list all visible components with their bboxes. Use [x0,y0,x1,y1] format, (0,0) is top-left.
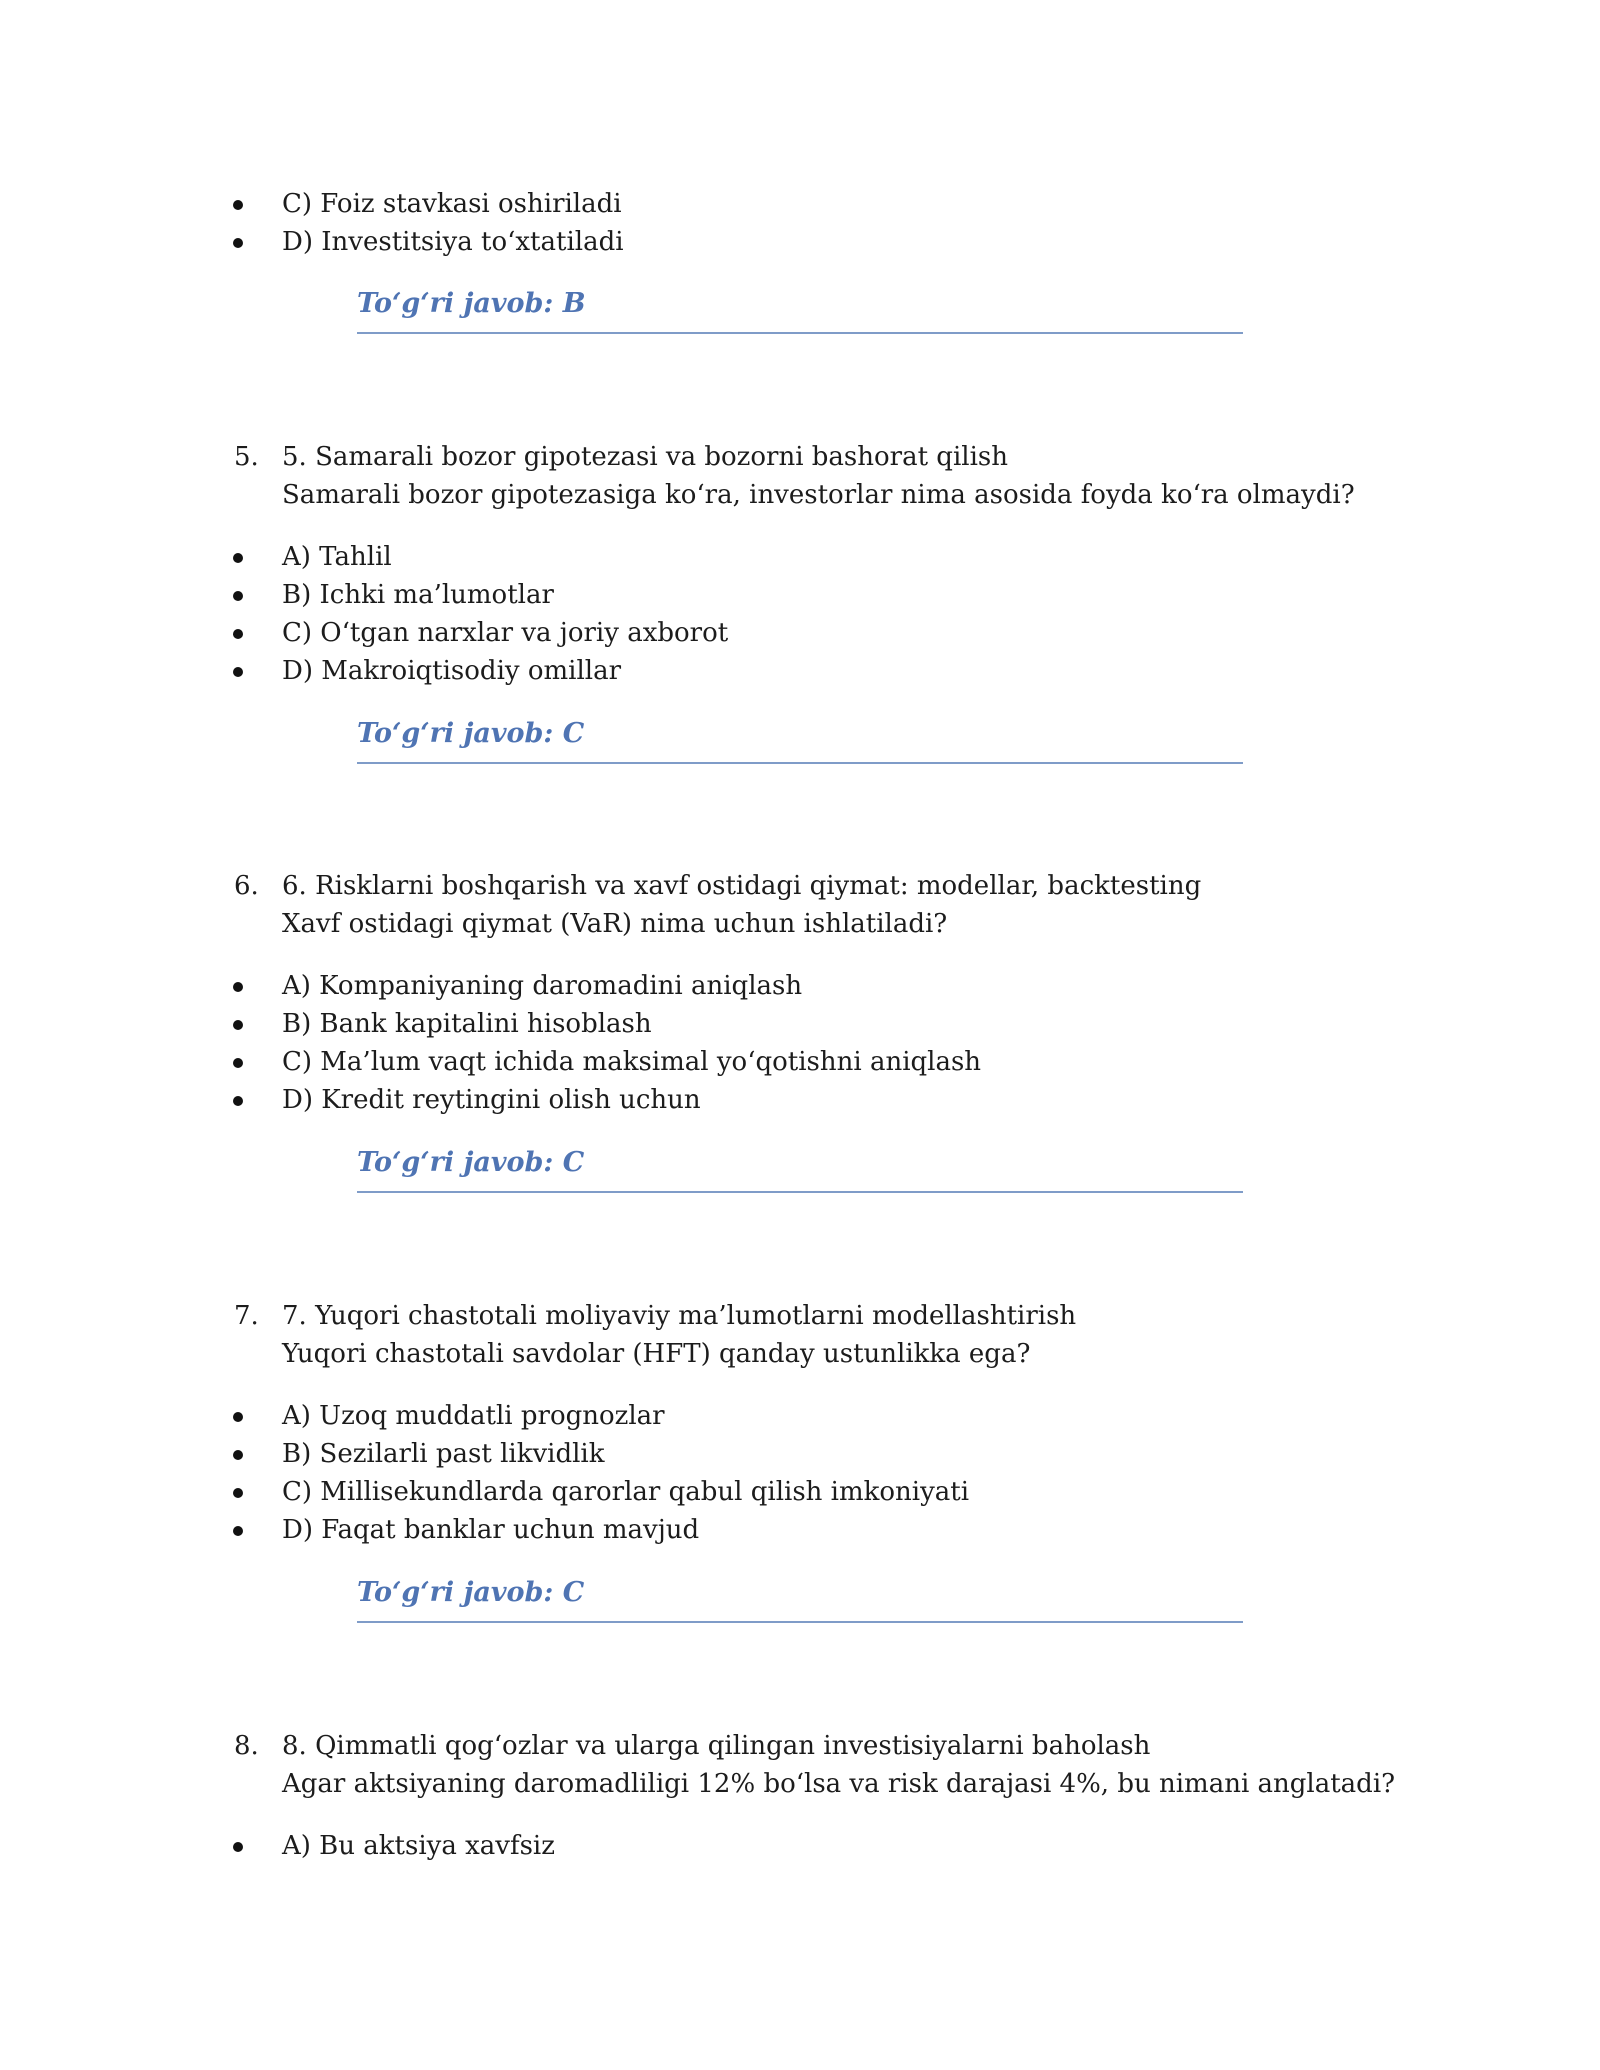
option-text: D) Faqat banklar uchun mavjud [282,1515,700,1545]
bullet-icon [233,200,243,210]
question-text: Xavf ostidagi qiymat (VaR) nima uchun ishlatiladi? [282,909,948,939]
option-text: A) Bu aktsiya xavfsiz [282,1831,555,1861]
option-text: A) Tahlil [282,542,392,572]
correct-answer: To‘g‘ri javob: C [357,1575,1243,1623]
bullet-icon [233,238,243,248]
option-text: C) Foiz stavkasi oshiriladi [282,189,622,219]
bullet-icon [233,553,243,563]
question-title: 7. Yuqori chastotali moliyaviy ma’lumotlarni modellashtirish [282,1301,1077,1331]
correct-answer: To‘g‘ri javob: B [357,286,1243,334]
question-title: 6. Risklarni boshqarish va xavf ostidagi qiymat: modellar, backtesting [282,871,1202,901]
question-text: Agar aktsiyaning daromadliligi 12% bo‘lsa va risk darajasi 4%, bu nimani anglatadi? [282,1769,1396,1799]
bullet-icon [233,629,243,639]
bullet-icon [233,1526,243,1536]
question-text: Samarali bozor gipotezasiga ko‘ra, investorlar nima asosida foyda ko‘ra olmaydi? [282,480,1355,510]
bullet-icon [233,1488,243,1498]
bullet-icon [233,1058,243,1068]
option-text: C) Ma’lum vaqt ichida maksimal yo‘qotishni aniqlash [282,1047,982,1077]
option-text: C) O‘tgan narxlar va joriy axborot [282,618,729,648]
option-text: A) Uzoq muddatli prognozlar [282,1401,665,1431]
bullet-icon [233,667,243,677]
bullet-icon [233,982,243,992]
bullet-icon [233,1020,243,1030]
question-number: 6. [234,871,259,901]
option-text: D) Kredit reytingini olish uchun [282,1085,701,1115]
question-number: 5. [234,442,259,472]
option-text: A) Kompaniyaning daromadini aniqlash [282,971,803,1001]
bullet-icon [233,1450,243,1460]
option-text: B) Ichki ma’lumotlar [282,580,554,610]
question-title: 5. Samarali bozor gipotezasi va bozorni bashorat qilish [282,442,1008,472]
option-text: C) Millisekundlarda qarorlar qabul qilish imkoniyati [282,1477,970,1507]
correct-answer: To‘g‘ri javob: C [357,716,1243,764]
bullet-icon [233,1412,243,1422]
correct-answer: To‘g‘ri javob: C [357,1145,1243,1193]
bullet-icon [233,591,243,601]
question-title: 8. Qimmatli qog‘ozlar va ularga qilingan investisiyalarni baholash [282,1731,1151,1761]
question-number: 8. [234,1731,259,1761]
option-text: D) Makroiqtisodiy omillar [282,656,622,686]
option-text: D) Investitsiya to‘xtatiladi [282,227,624,257]
bullet-icon [233,1096,243,1106]
option-text: B) Sezilarli past likvidlik [282,1439,605,1469]
question-number: 7. [234,1301,259,1331]
option-text: B) Bank kapitalini hisoblash [282,1009,652,1039]
bullet-icon [233,1842,243,1852]
question-text: Yuqori chastotali savdolar (HFT) qanday ustunlikka ega? [282,1339,1031,1369]
